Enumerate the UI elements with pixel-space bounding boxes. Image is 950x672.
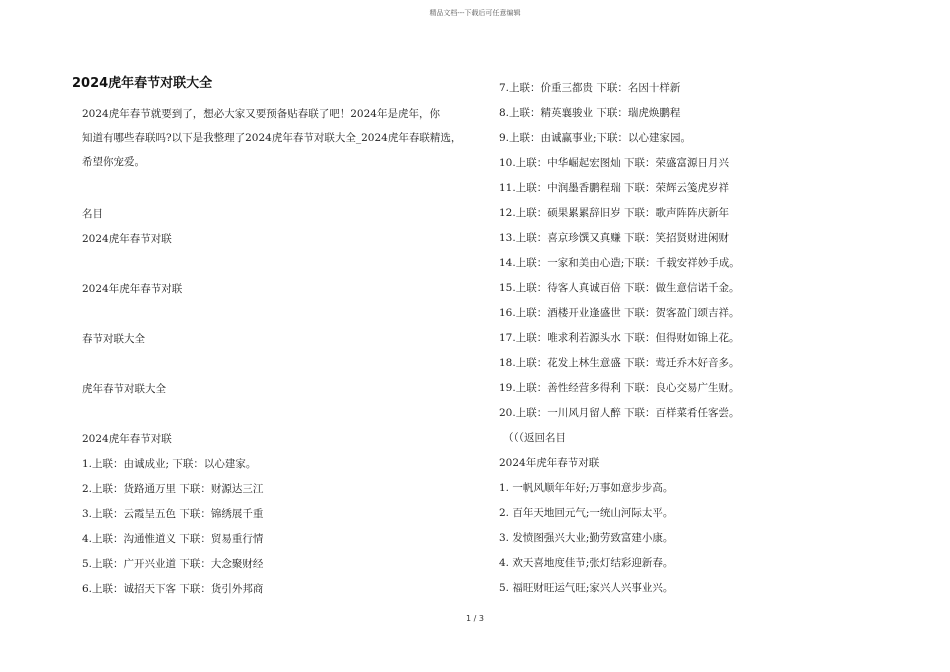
couplet-line: 19.上联：善性经营多得利 下联：良心交易广生财。 [499, 382, 740, 394]
couplet-line: 3. 发愤图强兴大业;勤劳致富建小康。 [499, 532, 674, 544]
couplet-line: 1.上联：由诚成业; 下联：以心建家。 [82, 458, 257, 470]
couplet-line: 9.上联：由诚赢事业;下联：以心建家园。 [499, 132, 692, 144]
couplet-line: 14.上联：一家和美由心造;下联：千载安祥妙手成。 [499, 257, 740, 269]
couplet-line: 3.上联：云霞呈五色 下联：锦绣展千重 [82, 508, 264, 520]
couplet-line: 20.上联：一川风月留人醉 下联：百样菜肴任客尝。 [499, 407, 740, 419]
left-column [72, 76, 472, 602]
toc-heading: 名目 [82, 208, 103, 220]
couplet-line: 11.上联：中润墨香鹏程瑞 下联：荣辉云笺虎岁祥 [499, 182, 730, 194]
couplet-line: 7.上联：价重三都贵 下联：名因十样新 [499, 82, 681, 94]
intro-line: 知道有哪些春联吗?以下是我整理了2024虎年春节对联大全_2024虎年春联精选， [82, 132, 462, 144]
couplet-line: 4.上联：沟通惟道义 下联：贸易重行情 [82, 533, 264, 545]
section-title: 2024虎年春节对联 [82, 433, 172, 445]
page-number: 1 / 3 [466, 614, 484, 623]
page-header: 精品文档---下载后可任意编辑 [429, 9, 521, 17]
couplet-line: 15.上联：待客人真诚百倍 下联：做生意信诺千金。 [499, 282, 740, 294]
couplet-line: 1. 一帆风顺年年好;万事如意步步高。 [499, 482, 674, 494]
couplet-line: 12.上联：硕果累累辞旧岁 下联：歌声阵阵庆新年 [499, 207, 730, 219]
couplet-line: 8.上联：精英襄骏业 下联：瑞虎焕鹏程 [499, 107, 681, 119]
couplet-line: 16.上联：酒楼开业逢盛世 下联：贺客盈门颂吉祥。 [499, 307, 740, 319]
couplet-line: 5. 福旺财旺运气旺;家兴人兴事业兴。 [499, 582, 674, 594]
toc-item[interactable]: 2024年虎年春节对联 [82, 283, 183, 295]
toc-item[interactable]: 虎年春节对联大全 [82, 383, 166, 395]
couplet-line: 10.上联：中华崛起宏图灿 下联：荣盛富源日月兴 [499, 157, 730, 169]
couplet-line: 17.上联：唯求利若源头水 下联：但得财如锦上花。 [499, 332, 740, 344]
toc-item[interactable]: 春节对联大全 [82, 333, 145, 345]
back-to-toc-link[interactable]: （（（返回名目 [503, 432, 566, 444]
couplet-line: 5.上联：广开兴业道 下联：大念聚财经 [82, 558, 264, 570]
intro-line: 希望你宠爱。 [82, 156, 145, 168]
couplet-line: 2.上联：货路通万里 下联：财源达三江 [82, 483, 264, 495]
document-title: 2024虎年春节对联大全 [72, 76, 213, 91]
couplet-line: 2. 百年天地回元气;一统山河际太平。 [499, 507, 674, 519]
section-title: 2024年虎年春节对联 [499, 457, 600, 469]
couplet-line: 4. 欢天喜地度佳节;张灯结彩迎新春。 [499, 557, 674, 569]
couplet-line: 18.上联：花发上林生意盛 下联：莺迁乔木好音多。 [499, 357, 740, 369]
couplet-line: 6.上联：诚招天下客 下联：货引外邦商 [82, 583, 264, 595]
intro-line: 2024虎年春节就要到了，想必大家又要预备贴春联了吧！2024年是虎年，你 [82, 108, 440, 120]
intro-paragraph [82, 102, 472, 174]
couplet-line: 13.上联：喜京珍馔又真赚 下联：笑招贤财进闲财 [499, 232, 730, 244]
toc-item[interactable]: 2024虎年春节对联 [82, 233, 172, 245]
right-column [499, 76, 919, 601]
